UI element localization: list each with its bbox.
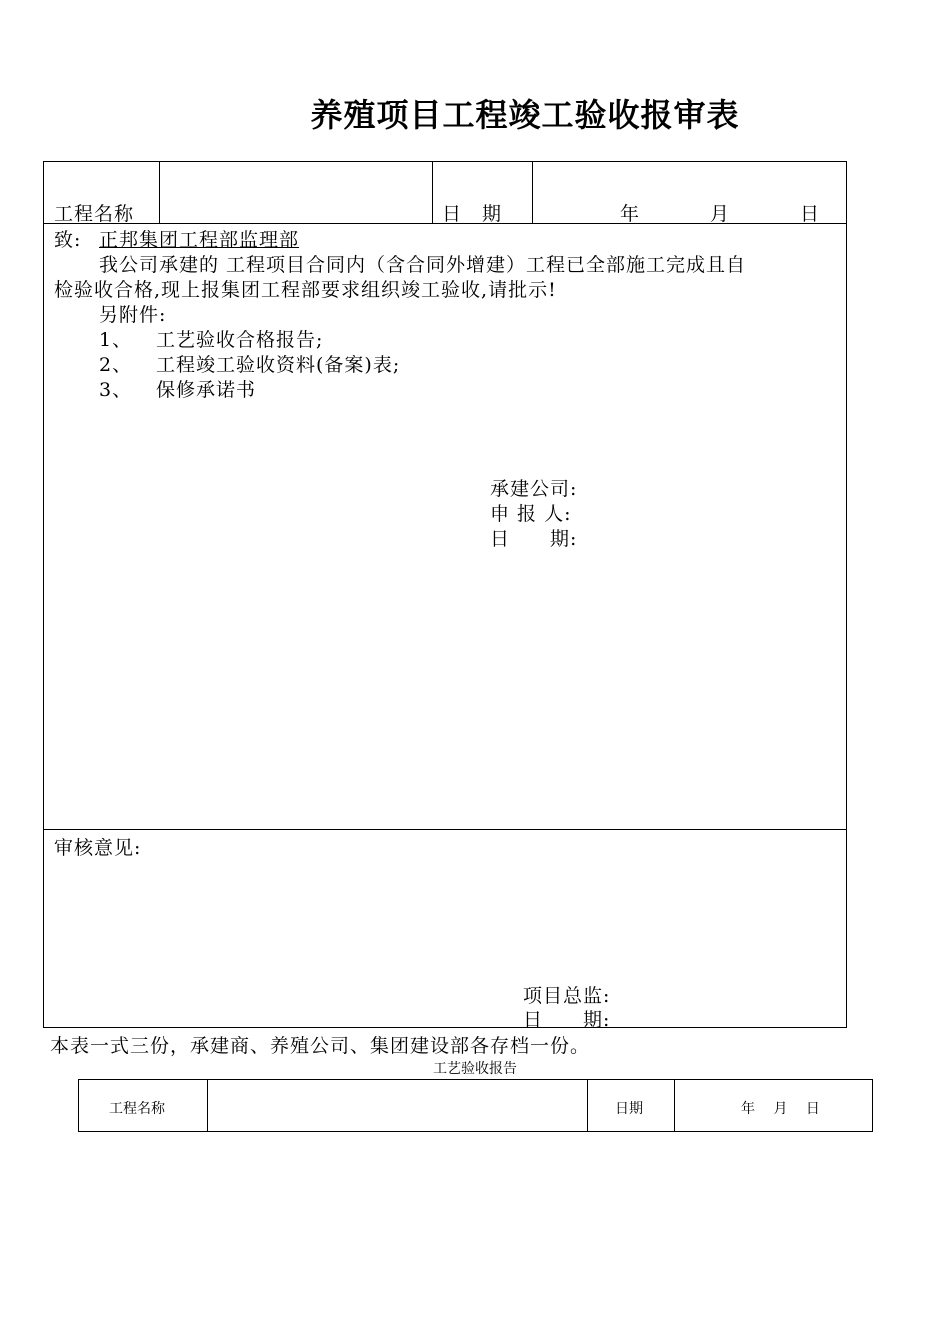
- col-divider-1: [159, 162, 160, 223]
- footer-note: 本表一式三份，承建商、养殖公司、集团建设部各存档一份。: [50, 1035, 591, 1057]
- col-divider-3: [532, 162, 533, 223]
- approval-form: [43, 161, 847, 1031]
- date-month-label: 月: [710, 203, 731, 225]
- attachment-item: 工艺验收合格报告;: [156, 329, 324, 351]
- review-section-divider: [44, 829, 846, 830]
- chief-supervisor-label: 项目总监:: [523, 985, 611, 1007]
- sub-form-title: 工艺验收报告: [433, 1061, 517, 1077]
- date-day-label: 日: [800, 203, 821, 225]
- contractor-label: 承建公司:: [490, 478, 578, 500]
- attachment-item: 保修承诺书: [156, 379, 257, 401]
- addressee-value: 正邦集团工程部监理部: [99, 229, 300, 251]
- col-divider-2: [432, 162, 433, 223]
- attachments-label: 另附件:: [99, 304, 167, 326]
- project-name-label: 工程名称: [54, 203, 135, 225]
- sub-date-label: 日期: [615, 1101, 643, 1117]
- attachment-number: 1、: [99, 329, 133, 351]
- review-date-label: 日 期:: [523, 1009, 611, 1031]
- declaration-line-2: 检验收合格,现上报集团工程部要求组织竣工验收,请批示!: [54, 279, 557, 301]
- col-divider-2: [587, 1080, 588, 1131]
- declaration-line-1: 我公司承建的 工程项目合同内（含合同外增建）工程已全部施工完成且自: [99, 254, 747, 276]
- review-opinion-label: 审核意见:: [54, 837, 142, 859]
- attachment-number: 3、: [99, 379, 133, 401]
- process-acceptance-form: [78, 1079, 873, 1132]
- col-divider-1: [207, 1080, 208, 1131]
- document-title: 养殖项目工程竣工验收报审表: [310, 96, 740, 134]
- sub-project-name-label: 工程名称: [109, 1101, 165, 1117]
- applicant-label: 申 报 人:: [490, 503, 572, 525]
- addressee-label: 致:: [54, 229, 82, 251]
- sub-date-value: 年 月 日: [741, 1101, 820, 1117]
- attachment-item: 工程竣工验收资料(备案)表;: [156, 354, 401, 376]
- sign-date-label: 日 期:: [490, 528, 578, 550]
- col-divider-3: [674, 1080, 675, 1131]
- attachment-number: 2、: [99, 354, 133, 376]
- date-label: 日 期: [442, 203, 503, 225]
- date-year-label: 年: [620, 203, 641, 225]
